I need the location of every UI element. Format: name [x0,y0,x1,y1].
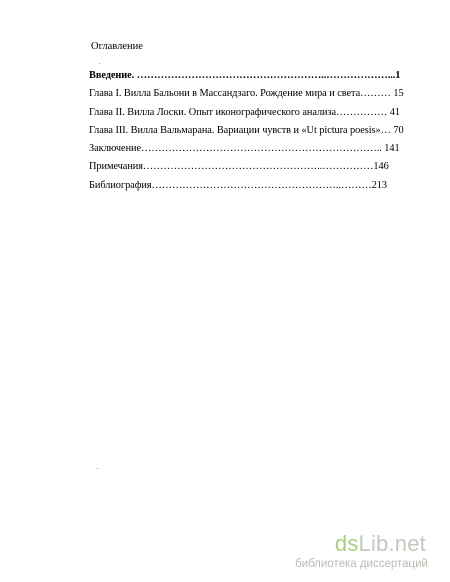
scan-speck [99,63,100,64]
watermark-logo-main: Lib.net [358,531,426,556]
toc-entry-chapter-2: Глава II. Вилла Лоски. Опыт иконографического анализа…………… 41 [89,106,401,118]
toc-entry-conclusion: Заключение…………………………………………………………….. 141 [89,143,400,155]
toc-entry-bibliography: Библиография………………………………………………..………213 [89,179,387,191]
page-title: Оглавление [91,41,143,52]
table-of-contents [89,70,409,198]
scan-speck [97,468,98,469]
toc-entry-chapter-1: Глава I. Вилла Бальони в Массандзаго. Рождение мира и света……… 15 [89,88,404,100]
watermark-logo [335,532,426,556]
toc-entry-introduction: Введение. ………………………………………………..………………...1 [89,70,401,81]
toc-entry-notes: Примечания……………………………………………..……………146 [89,161,389,173]
site-watermark [268,532,438,576]
watermark-tagline: библиотека диссертаций [295,558,428,570]
watermark-logo-accent: ds [334,531,359,556]
toc-entry-chapter-3: Глава III. Вилла Вальмарана. Вариации чувств и «Ut pictura poesis»… 70 [89,124,404,136]
